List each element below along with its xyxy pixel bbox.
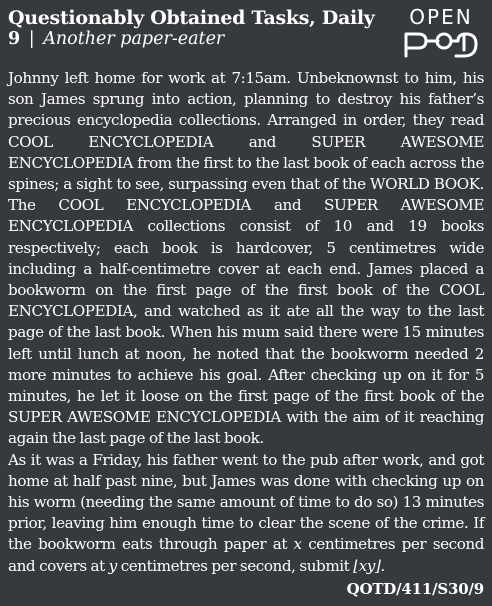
page-subtitle xyxy=(8,28,402,50)
logo-text: OPEN xyxy=(409,5,473,29)
problem-code: QOTD/411/S30/9 xyxy=(346,580,484,598)
paragraph-1: Johnny left home for work at 7:15am. Unbeknownst to him, his son James sprung into action, planning to destroy his father’s precious encyclopedia collections. Arranged in order, they read COOL ENCYCLOPEDIA and SUPER AWESOME ENCYCLOPEDIA from the first to the last book of each across the spines; a sight to see, surpassing even that of the WORLD BOOK. The COOL ENCYCLOPEDIA and SUPER AWESOME ENCYCLOPEDIA collections consist of 10 and 19 books respectively; each book is hardcover, 5 centimetres wide including a half-centimetre cover at each end. James placed a bookworm on the first page of the first book of the COOL ENCYCLOPEDIA, and watched as it ate all the way to the last page of the last book. When his mum said there were 15 minutes left until lunch at noon, he noted that the bookworm needed 2 more minutes to achieve his goal. After checking up on it for 5 minutes, he let it loose on the first page of the first book of the SUPER AWESOME ENCYCLOPEDIA with the aim of it reaching again the last page of the last book. xyxy=(8,69,484,448)
header xyxy=(8,8,402,50)
open-maths-logo-icon xyxy=(398,28,484,60)
paragraph-2-mid2: centimetres per second, submit xyxy=(116,556,354,575)
problem-number: 9 xyxy=(8,29,21,49)
paragraph-2 xyxy=(8,450,484,577)
subtitle-separator: | xyxy=(28,29,35,49)
paragraph-2-start: As it was a Friday, his father went to the pub after work, and got home at half past nine, but James was done with checking up on his worm (needing the same amount of time to do so) 13 minutes prior, leaving him enough time to clear the scene of the crime. If the bookworm eats through paper at xyxy=(8,450,484,554)
page-title: Questionably Obtained Tasks, Daily xyxy=(8,7,375,29)
answer-expression: ⌊xy⌋ xyxy=(353,556,381,575)
paragraph-2-mid: centimetres per second and covers at xyxy=(8,535,484,575)
math-variable-y: y xyxy=(108,556,117,575)
paragraph-2-end: . xyxy=(380,556,385,575)
math-variable-x: x xyxy=(293,535,302,554)
problem-name: Another paper-eater xyxy=(43,29,225,49)
problem-body xyxy=(8,68,484,577)
open-logo xyxy=(398,6,484,60)
